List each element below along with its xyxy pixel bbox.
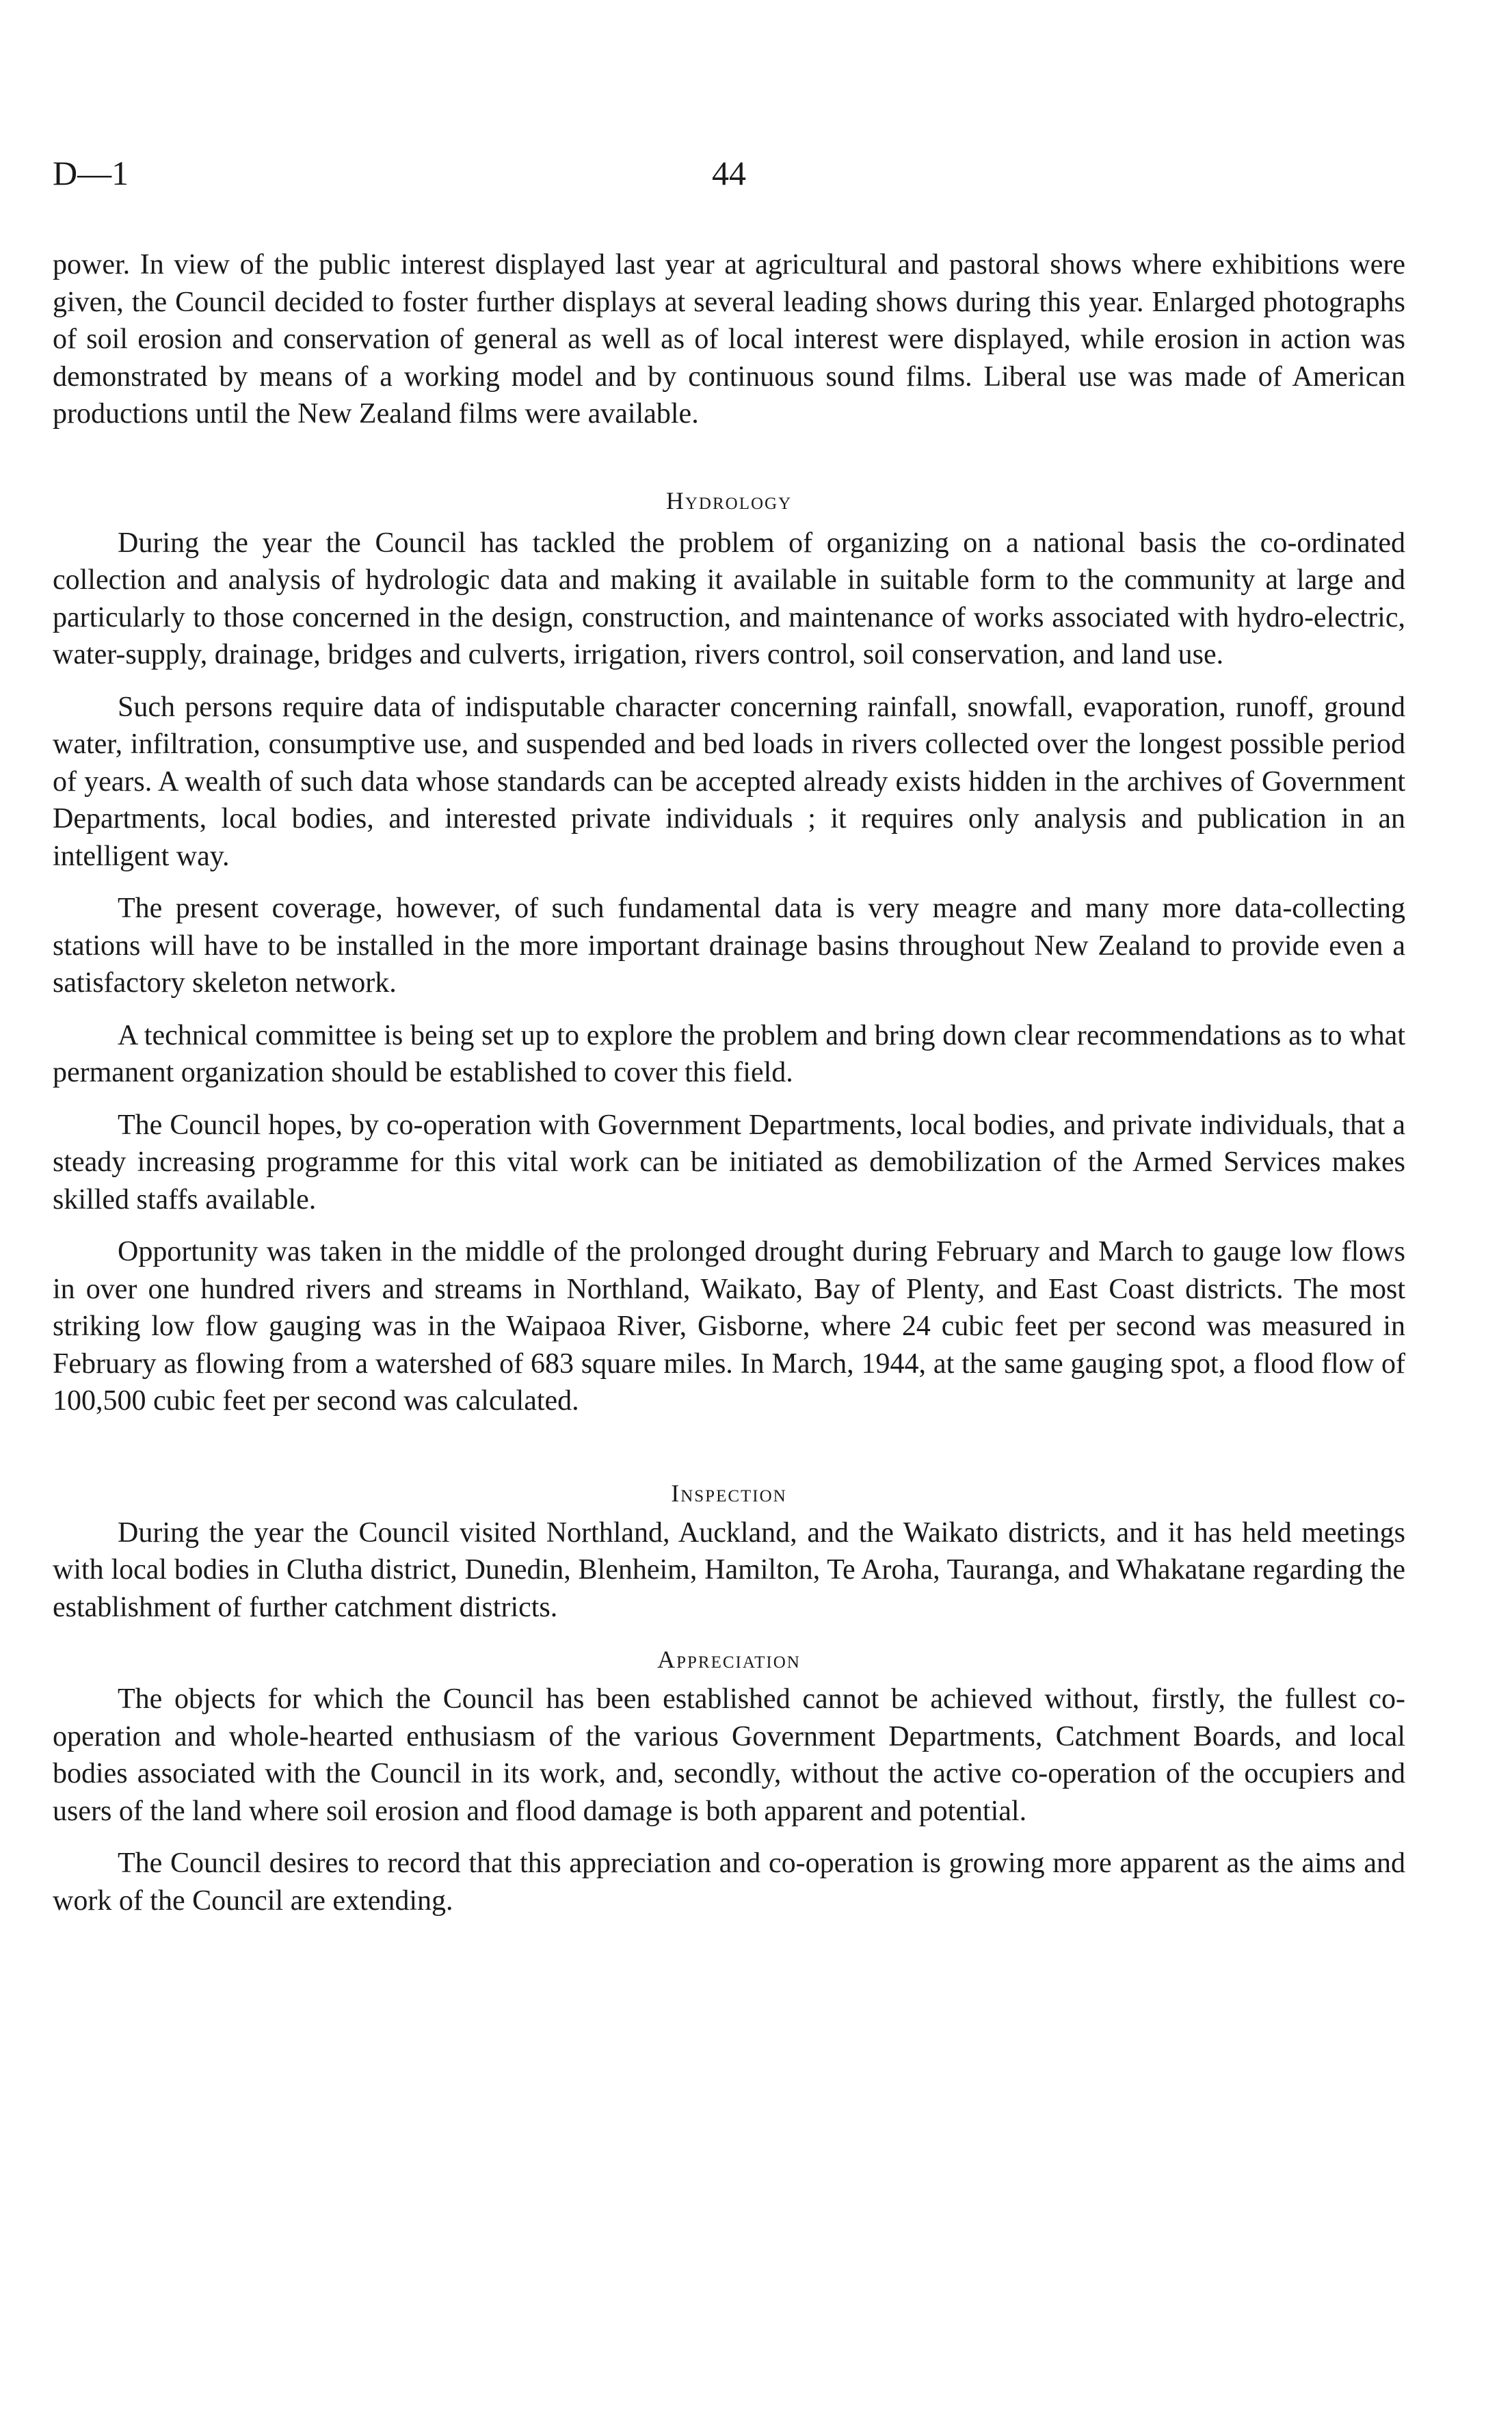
hydrology-paragraph: The present coverage, however, of such fundamental data is very meagre and many more data-collecting stations will have to be installed in the more important drainage basins throughout New Zealand to provide even a satisfactory skeleton network.	[53, 893, 1405, 999]
hydrology-paragraph: Such persons require data of indisputable character concerning rainfall, snowfall, evaporation, runoff, ground water, infiltration, consumptive use, and suspended and bed loads in rivers collected over the longest possible period of years. A wealth of such data whose standards can be accepted already exists hidden in the archives of Government Departments, local bodies, and interested private individuals ; it requires only analysis and publication in an intelligent way.	[53, 691, 1405, 872]
appreciation-heading: Appreciation	[657, 1646, 801, 1673]
hydrology-paragraph: A technical committee is being set up to explore the problem and bring down clear recommendations as to what permanent organization should be established to cover this field.	[53, 1019, 1405, 1088]
hydrology-heading: Hydrology	[665, 486, 793, 514]
inspection-paragraph: During the year the Council visited Northland, Auckland, and the Waikato districts, and it has held meetings with local bodies in Clutha district, Dunedin, Blenheim, Hamilton, Te Aroha, Tauranga, and Whakatane regarding the establishment of further catchment districts.	[53, 1516, 1405, 1623]
document-reference: D—1	[53, 154, 129, 192]
intro-paragraph: power. In view of the public interest displayed last year at agricultural and pastoral shows where exhibitions were given, the Council decided to foster further displays at several leading shows during this year. Enlarged photographs of soil erosion and conservation of general as well as of local interest were displayed, while erosion in action was demonstrated by means of a working model and by continuous sound films. Liberal use was made of American productions until the New Zealand films were available.	[53, 249, 1405, 430]
body-text	[53, 246, 1405, 1919]
running-header	[53, 149, 1405, 197]
appreciation-paragraph: The objects for which the Council has been established cannot be achieved without, firstly, the fullest co-operation and whole-hearted enthusiasm of the various Government Departments, Catchment Boards, and local bodies associated with the Council in its work, and, secondly, without the active co-operation of the occupiers and users of the land where soil erosion and flood damage is both apparent and potential.	[53, 1683, 1405, 1827]
hydrology-paragraph: During the year the Council has tackled the problem of organizing on a national basis the co-ordinated collection and analysis of hydrologic data and making it available in suitable form to the community at large and particularly to those concerned in the design, construction, and maintenance of works associated with hydro-electric, water-supply, drainage, bridges and culverts, irrigation, rivers control, soil conservation, and land use.	[53, 527, 1405, 670]
appreciation-paragraph: The Council desires to record that this appreciation and co-operation is growing more apparent as the aims and work of the Council are extending.	[53, 1848, 1405, 1917]
hydrology-paragraph: The Council hopes, by co-operation with Government Departments, local bodies, and private individuals, that a steady increasing programme for this vital work can be initiated as demobilization of the Armed Services makes skilled staffs available.	[53, 1109, 1405, 1215]
page-number: 44	[712, 154, 746, 192]
hydrology-paragraph: Opportunity was taken in the middle of the prolonged drought during February and March to gauge low flows in over one hundred rivers and streams in Northland, Waikato, Bay of Plenty, and East Coast districts. The most striking low flow gauging was in the Waipaoa River, Gisborne, where 24 cubic feet per second was measured in February as flowing from a watershed of 683 square miles. In March, 1944, at the same gauging spot, a flood flow of 100,500 cubic feet per second was calculated.	[53, 1236, 1405, 1417]
inspection-heading: Inspection	[671, 1479, 787, 1507]
